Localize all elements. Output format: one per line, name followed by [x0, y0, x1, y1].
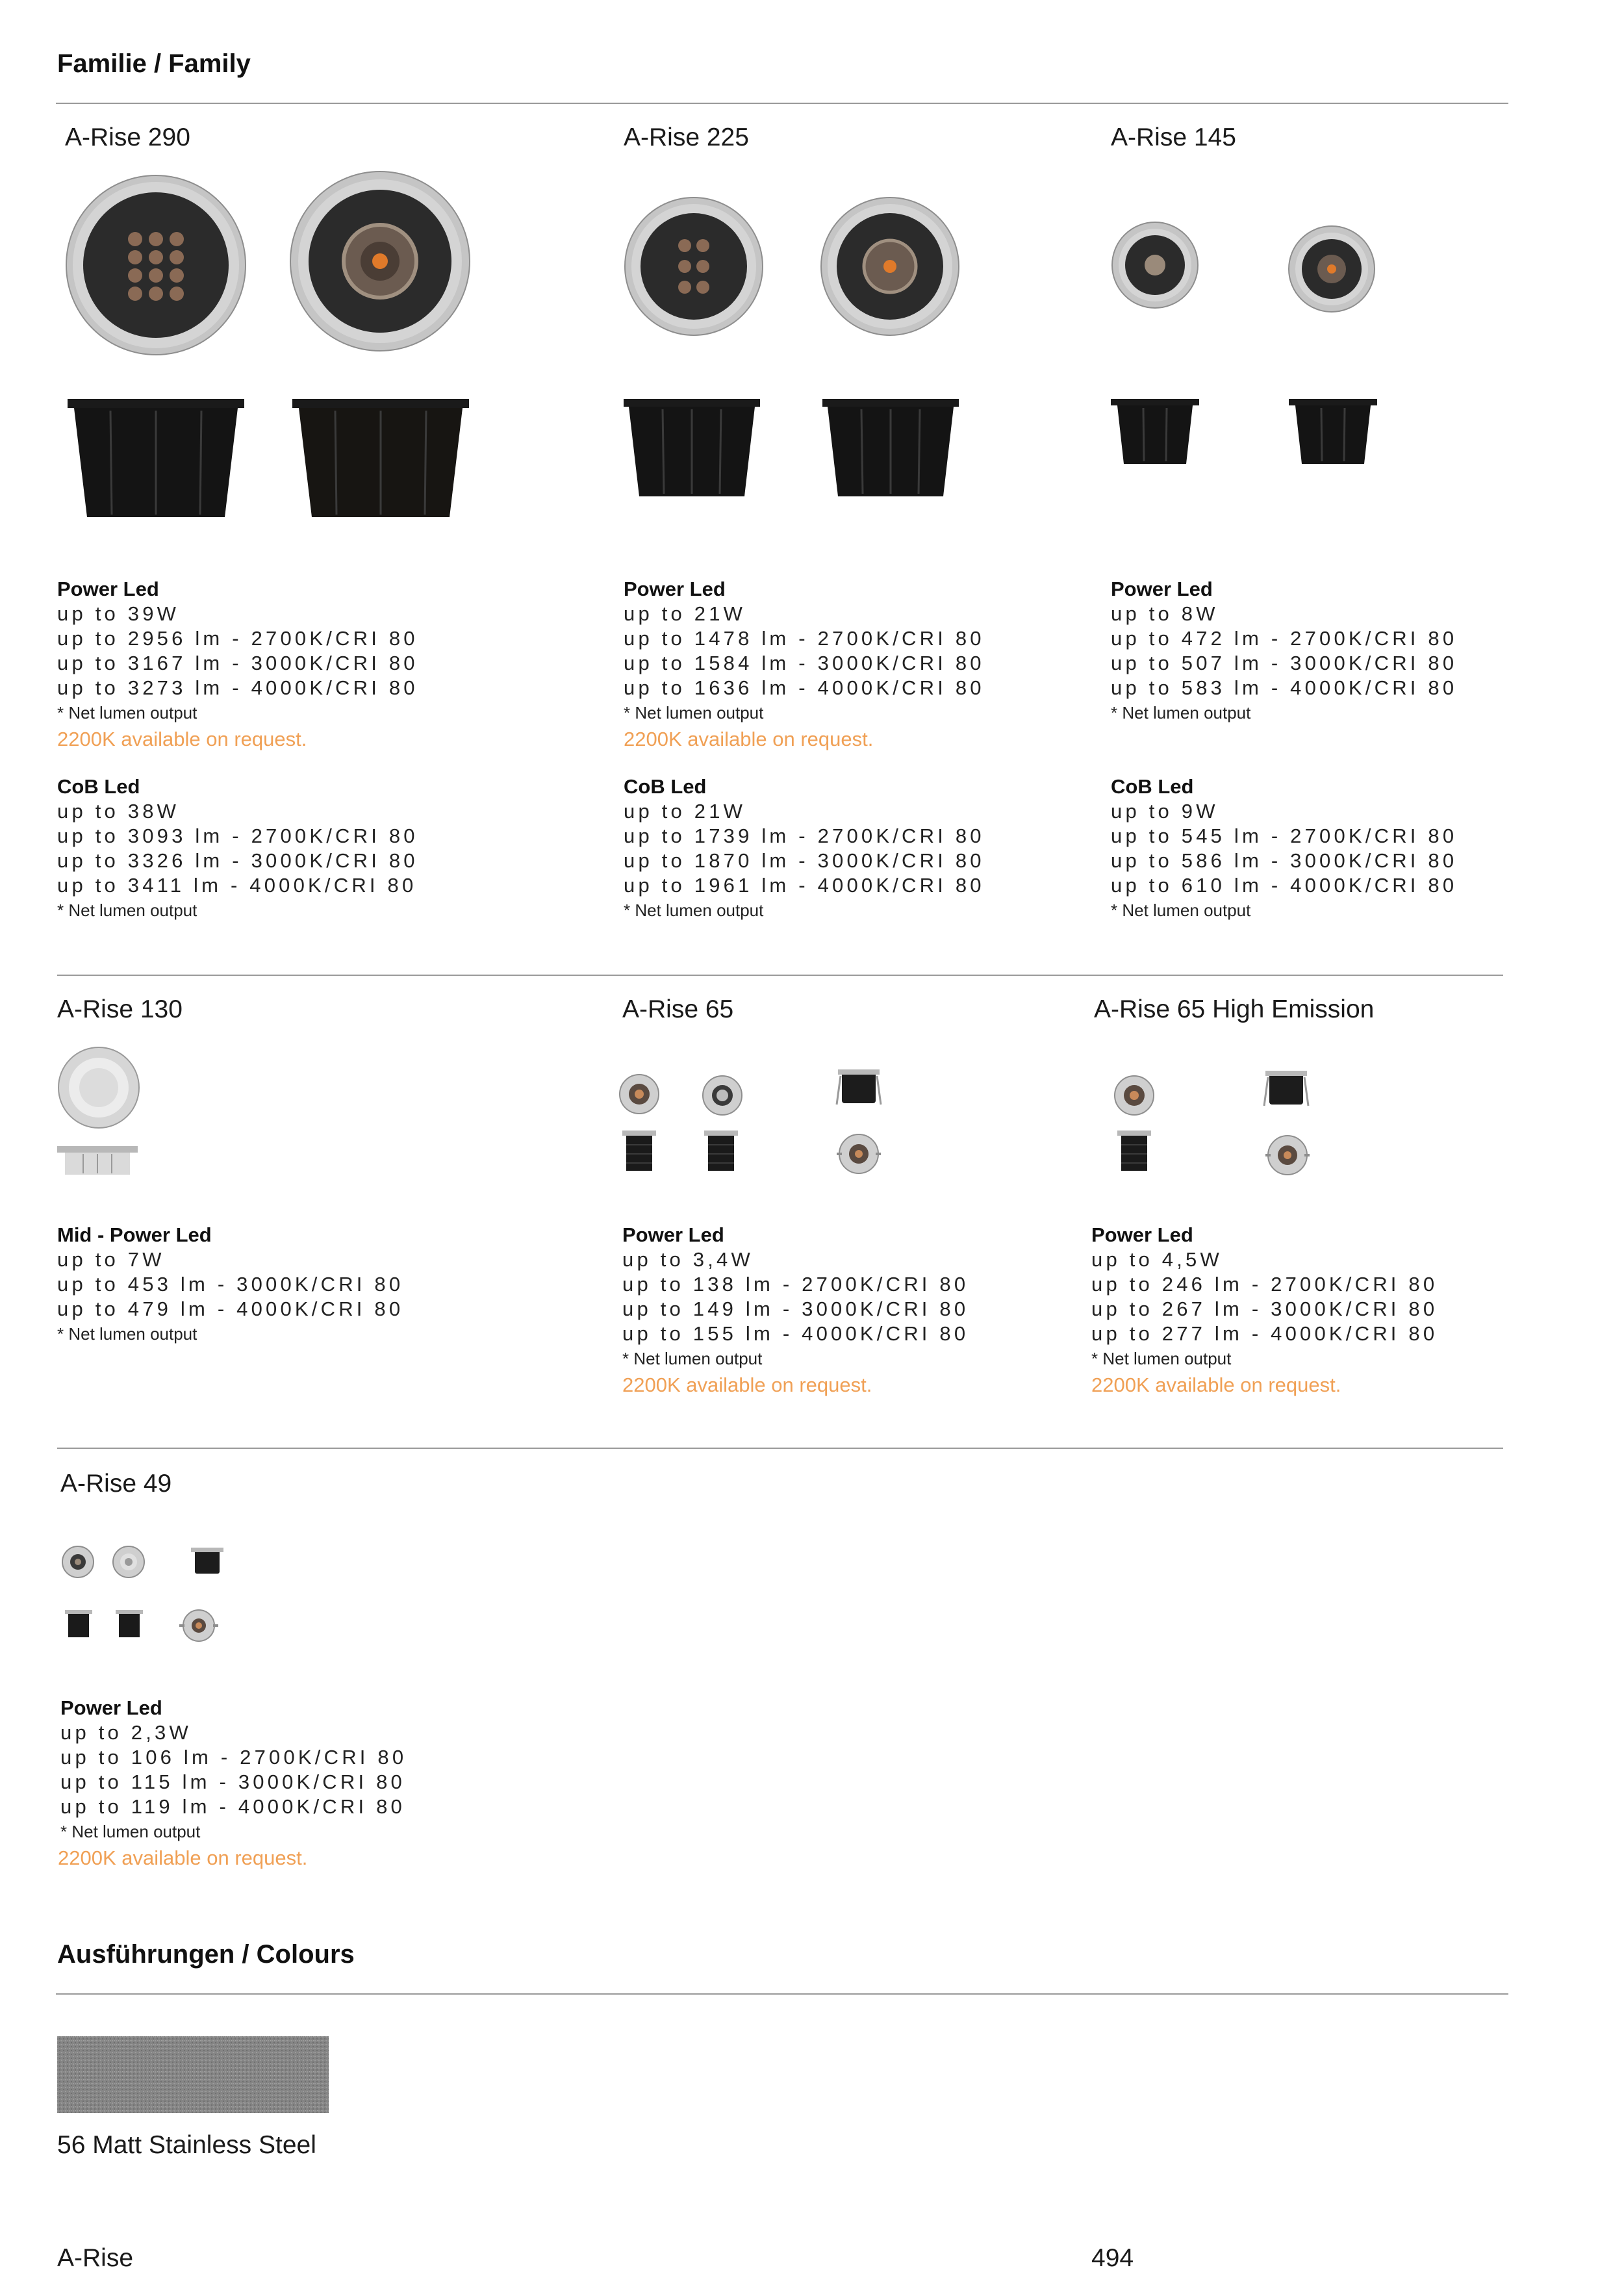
- a-rise-290-images: [65, 170, 481, 534]
- spec-line: up to 1961 lm - 4000K/CRI 80: [624, 874, 985, 897]
- spec-line: up to 1870 lm - 3000K/CRI 80: [624, 849, 985, 872]
- spec-line: up to 246 lm - 2700K/CRI 80: [1091, 1273, 1438, 1296]
- spec-line: up to 472 lm - 2700K/CRI 80: [1111, 627, 1458, 650]
- a-rise-49-images: [60, 1540, 255, 1644]
- led-type: Power Led: [622, 1223, 724, 1246]
- a-rise-290-top-view-cob: [290, 172, 470, 351]
- colours-heading: Ausführungen / Colours: [57, 1940, 355, 1969]
- spec-line: up to 267 lm - 3000K/CRI 80: [1091, 1297, 1438, 1320]
- spec-line: up to 1584 lm - 3000K/CRI 80: [624, 652, 985, 674]
- divider: [57, 975, 1503, 976]
- on-request-note: 2200K available on request.: [58, 1846, 308, 1869]
- led-type: CoB Led: [1111, 775, 1194, 798]
- product-title-a-rise-49: A-Rise 49: [60, 1470, 172, 1498]
- a-rise-65-he-top-view: [1115, 1076, 1154, 1115]
- a-rise-65-he-side-view: [1117, 1131, 1151, 1171]
- net-lumen-note: * Net lumen output: [622, 1349, 763, 1368]
- spec-line: up to 3411 lm - 4000K/CRI 80: [57, 874, 417, 897]
- a-rise-290-top-view-power: [66, 175, 246, 355]
- a-rise-65-side-view-1: [622, 1131, 656, 1171]
- net-lumen-note: * Net lumen output: [624, 901, 764, 920]
- a-rise-225-power-led-spec: [624, 577, 985, 754]
- a-rise-145-images: [1111, 221, 1384, 474]
- led-type: Power Led: [60, 1696, 162, 1719]
- product-title-a-rise-145: A-Rise 145: [1111, 123, 1236, 151]
- spec-line: up to 3326 lm - 3000K/CRI 80: [57, 849, 418, 872]
- product-title-a-rise-290: A-Rise 290: [65, 123, 190, 151]
- divider: [56, 1993, 1508, 1995]
- spec-line: up to 119 lm - 4000K/CRI 80: [60, 1795, 405, 1818]
- family-heading: Familie / Family: [57, 49, 251, 78]
- a-rise-49-side-view-2: [116, 1610, 143, 1637]
- net-lumen-note: * Net lumen output: [60, 1822, 201, 1841]
- a-rise-65-top-view-with-clips: [837, 1134, 881, 1173]
- spec-line: up to 586 lm - 3000K/CRI 80: [1111, 849, 1458, 872]
- a-rise-49-housing-with-spring: [191, 1548, 223, 1574]
- a-rise-65-he-top-view-with-clips: [1265, 1136, 1310, 1175]
- on-request-note: 2200K available on request.: [1091, 1373, 1341, 1396]
- spec-line: up to 138 lm - 2700K/CRI 80: [622, 1273, 969, 1296]
- a-rise-145-top-view-power: [1112, 222, 1198, 308]
- a-rise-65-high-emission-images: [1107, 1066, 1328, 1182]
- a-rise-130-side-view: [57, 1146, 138, 1175]
- colour-swatch-matt-stainless-steel: [57, 2036, 329, 2113]
- spec-line: up to 149 lm - 3000K/CRI 80: [622, 1297, 969, 1320]
- a-rise-225-side-view-power: [624, 399, 760, 496]
- spec-line: up to 155 lm - 4000K/CRI 80: [622, 1322, 969, 1345]
- net-lumen-note: * Net lumen output: [1111, 901, 1251, 920]
- net-lumen-note: * Net lumen output: [624, 703, 764, 722]
- product-title-a-rise-225: A-Rise 225: [624, 123, 749, 151]
- spec-line: up to 9W: [1111, 800, 1219, 823]
- spec-line: up to 507 lm - 3000K/CRI 80: [1111, 652, 1458, 674]
- spec-line: up to 8W: [1111, 602, 1219, 625]
- a-rise-290-side-view-cob: [292, 399, 469, 517]
- spec-line: up to 39W: [57, 602, 180, 625]
- net-lumen-note: * Net lumen output: [1091, 1349, 1232, 1368]
- a-rise-65-housing-with-spring: [837, 1069, 881, 1105]
- a-rise-225-side-view-cob: [822, 399, 959, 496]
- a-rise-225-top-view-power: [625, 198, 763, 335]
- a-rise-49-power-led-spec: [60, 1696, 407, 1872]
- spec-line: up to 2956 lm - 2700K/CRI 80: [57, 627, 418, 650]
- a-rise-49-top-view-with-clips: [179, 1610, 218, 1641]
- a-rise-145-side-view-cob: [1289, 399, 1377, 464]
- a-rise-225-images: [624, 195, 987, 507]
- a-rise-49-side-view-1: [65, 1610, 92, 1637]
- product-title-a-rise-130: A-Rise 130: [57, 995, 183, 1023]
- a-rise-65-side-view-2: [704, 1131, 738, 1171]
- led-type: Power Led: [624, 578, 726, 600]
- spec-line: up to 479 lm - 4000K/CRI 80: [57, 1297, 404, 1320]
- net-lumen-note: * Net lumen output: [1111, 703, 1251, 722]
- spec-line: up to 583 lm - 4000K/CRI 80: [1111, 676, 1458, 699]
- a-rise-225-top-view-cob: [821, 198, 959, 335]
- a-rise-130-images: [57, 1046, 213, 1182]
- divider: [57, 1448, 1503, 1449]
- led-type: Power Led: [57, 578, 159, 600]
- spec-line: up to 453 lm - 3000K/CRI 80: [57, 1273, 404, 1296]
- spec-line: up to 545 lm - 2700K/CRI 80: [1111, 824, 1458, 847]
- on-request-note: 2200K available on request.: [622, 1373, 872, 1396]
- page-number: 494: [1091, 2244, 1134, 2272]
- a-rise-65-top-view-warm: [620, 1075, 659, 1114]
- a-rise-145-top-view-cob: [1289, 226, 1375, 312]
- a-rise-130-mid-power-led-spec: [57, 1223, 403, 1346]
- product-title-a-rise-65: A-Rise 65: [622, 995, 734, 1023]
- a-rise-290-side-view-power: [68, 399, 244, 517]
- on-request-note: 2200K available on request.: [57, 728, 307, 750]
- a-rise-145-power-led-spec: [1111, 577, 1457, 725]
- net-lumen-note: * Net lumen output: [57, 901, 197, 920]
- spec-line: up to 38W: [57, 800, 180, 823]
- led-type: Power Led: [1091, 1223, 1193, 1246]
- spec-line: up to 1636 lm - 4000K/CRI 80: [624, 676, 985, 699]
- net-lumen-note: * Net lumen output: [57, 1324, 197, 1344]
- a-rise-130-top-view: [58, 1047, 139, 1128]
- a-rise-65-top-view-grey: [703, 1076, 742, 1115]
- led-type: Power Led: [1111, 578, 1213, 600]
- divider: [56, 103, 1508, 104]
- on-request-note: 2200K available on request.: [624, 728, 874, 750]
- spec-line: up to 3167 lm - 3000K/CRI 80: [57, 652, 418, 674]
- spec-line: up to 21W: [624, 602, 746, 625]
- a-rise-65-he-housing-with-spring: [1264, 1071, 1308, 1106]
- spec-line: up to 3093 lm - 2700K/CRI 80: [57, 824, 418, 847]
- product-title-a-rise-65-high-emission: A-Rise 65 High Emission: [1094, 995, 1375, 1023]
- led-type: CoB Led: [57, 775, 140, 798]
- spec-line: up to 3,4W: [622, 1248, 754, 1271]
- a-rise-290-power-led-spec: [57, 577, 418, 754]
- spec-line: up to 277 lm - 4000K/CRI 80: [1091, 1322, 1438, 1345]
- a-rise-145-cob-led-spec: [1111, 774, 1457, 923]
- footer-product-family: A-Rise: [57, 2244, 134, 2272]
- spec-line: up to 1739 lm - 2700K/CRI 80: [624, 824, 985, 847]
- net-lumen-note: * Net lumen output: [57, 703, 197, 722]
- spec-line: up to 610 lm - 4000K/CRI 80: [1111, 874, 1458, 897]
- a-rise-145-side-view-power: [1111, 399, 1199, 464]
- led-type: CoB Led: [624, 775, 707, 798]
- spec-line: up to 21W: [624, 800, 746, 823]
- a-rise-49-top-view-1: [62, 1546, 94, 1578]
- a-rise-65-images: [617, 1066, 903, 1182]
- a-rise-65-high-emission-power-led-spec: [1091, 1223, 1438, 1399]
- a-rise-225-cob-led-spec: [624, 774, 985, 923]
- a-rise-65-power-led-spec: [622, 1223, 969, 1399]
- colour-name: 56 Matt Stainless Steel: [57, 2131, 316, 2159]
- spec-line: up to 3273 lm - 4000K/CRI 80: [57, 676, 418, 699]
- spec-line: up to 2,3W: [60, 1721, 192, 1744]
- led-type: Mid - Power Led: [57, 1223, 212, 1246]
- spec-line: up to 106 lm - 2700K/CRI 80: [60, 1746, 407, 1769]
- a-rise-49-top-view-2: [113, 1546, 144, 1578]
- spec-line: up to 4,5W: [1091, 1248, 1223, 1271]
- spec-line: up to 1478 lm - 2700K/CRI 80: [624, 627, 985, 650]
- a-rise-290-cob-led-spec: [57, 774, 418, 923]
- spec-line: up to 7W: [57, 1248, 165, 1271]
- spec-line: up to 115 lm - 3000K/CRI 80: [60, 1770, 405, 1793]
